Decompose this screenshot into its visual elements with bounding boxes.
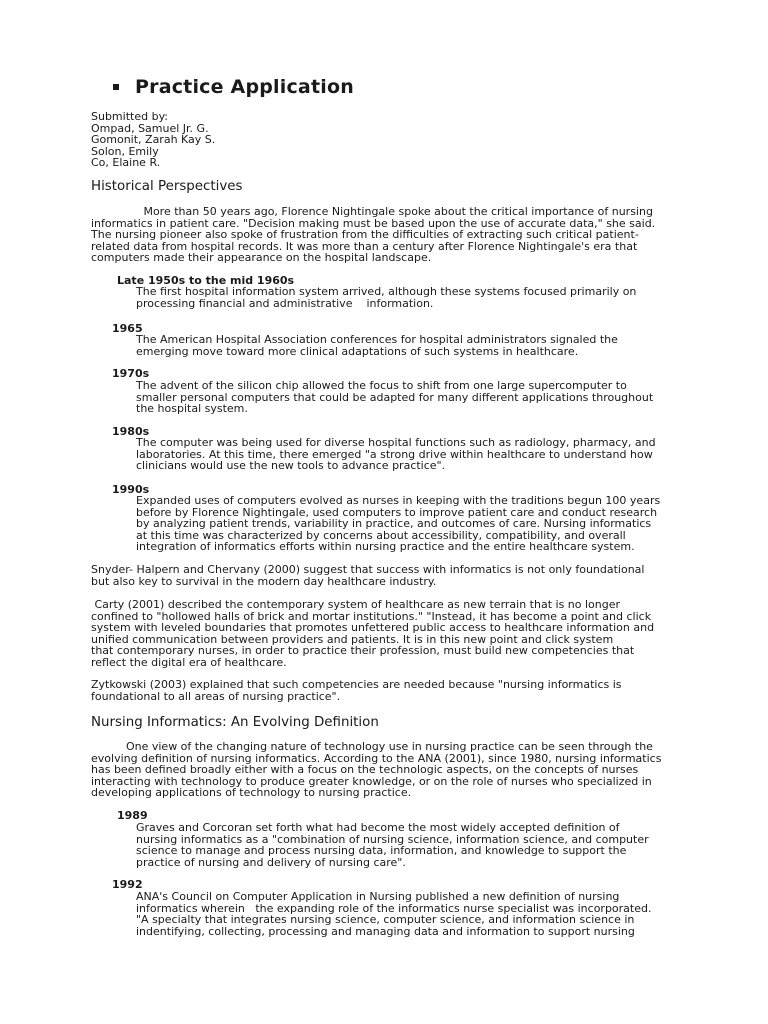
historical-heading: Historical Perspectives (91, 179, 243, 194)
entry-text: The American Hospital Association conferences for hospital administrators signaled the emerging move toward more clinical adaptations of such systems in healthcare. (136, 333, 618, 358)
historical-intro: More than 50 years ago, Florence Nightingale spoke about the critical importance of nursing informatics in patient care. "Decision making must be based upon the use of accurate data," she said. The nursing pioneer also spoke of frustration from the difficulties of extracting such critical patient- related data from hospital records. It was more than a century after Florence Nightingale's era that computers made their appearance on the hospital landscape. (91, 205, 656, 265)
entry-year: 1989 (117, 809, 148, 822)
entry-year: 1965 (112, 322, 143, 335)
entry-year: Late 1950s to the mid 1960s (117, 274, 295, 287)
nursing-intro: One view of the changing nature of technology use in nursing practice can be seen through the evolving definition of nursing informatics. According to the ANA (2001), since 1980, nursing informatics has been defined broadly either with a focus on the technologic aspects, on the concepts of nurses interacting with technology to produce greater knowledge, or on the role of nurses who specialized in developing applications of technology to nursing practice. (91, 740, 662, 800)
entry-text: The first hospital information system arrived, although these systems focused primarily on processing financial and administrative information. (136, 285, 637, 310)
submitted-by: Submitted by: Ompad, Samuel Jr. G. Gomonit, Zarah Kay S. Solon, Emily Co, Elaine R. (91, 110, 216, 170)
page-title: Practice Application (135, 76, 354, 98)
entry-text: Graves and Corcoran set forth what had become the most widely accepted definition of nursing informatics as a "combination of nursing science, information science, and computer science to manage and process nursing data, information, and knowledge to support the practice of nursing and delivery of nursing care". (136, 821, 649, 869)
nursing-heading: Nursing Informatics: An Evolving Definition (91, 715, 379, 730)
zytkowski-paragraph: Zytkowski (2003) explained that such competencies are needed because "nursing informatics is foundational to all areas of nursing practice". (91, 678, 622, 703)
carty-paragraph: Carty (2001) described the contemporary system of healthcare as new terrain that is no longer confined to "hollowed halls of brick and mortar institutions." "Instead, it has become a point and click system with leveled boundaries that promotes unfettered public access to healthcare information and unified communication between providers and patients. It is in this new point and click system that contemporary nurses, in order to practice their profession, must build new competencies that reflect the digital era of healthcare. (91, 598, 655, 669)
entry-text: The computer was being used for diverse hospital functions such as radiology, pharmacy, and laboratories. At this time, there emerged "a strong drive within healthcare to understand how clinicians would use the new tools to advance practice". (136, 436, 656, 473)
entry-text: ANA's Council on Computer Application in Nursing published a new definition of nursing informatics wherein the expanding role of the informatics nurse specialist was incorporated. "A specialty that integrates nursing science, computer science, and information science in indentifying, collecting, processing and managing data and information to support nursing (136, 890, 652, 938)
entry-year: 1980s (112, 425, 150, 438)
entry-year: 1992 (112, 878, 143, 891)
snyder-paragraph: Snyder- Halpern and Chervany (2000) suggest that success with informatics is not only foundational but also key to survival in the modern day healthcare industry. (91, 563, 645, 588)
bullet-icon (113, 84, 119, 90)
entry-year: 1990s (112, 483, 150, 496)
entry-text: The advent of the silicon chip allowed the focus to shift from one large supercomputer to smaller personal computers that could be adapted for many different applications throughout the hospital system. (136, 379, 654, 416)
entry-text: Expanded uses of computers evolved as nurses in keeping with the traditions begun 100 years before by Florence Nightingale, used computers to improve patient care and conduct research by analyzing patient trends, variability in practice, and outcomes of care. Nursing informatics at this time was characterized by concerns about accessibility, compatibility, and overall integration of informatics efforts within nursing practice and the entire healthcare system. (136, 494, 661, 554)
entry-year: 1970s (112, 367, 150, 380)
title-row (113, 76, 354, 98)
